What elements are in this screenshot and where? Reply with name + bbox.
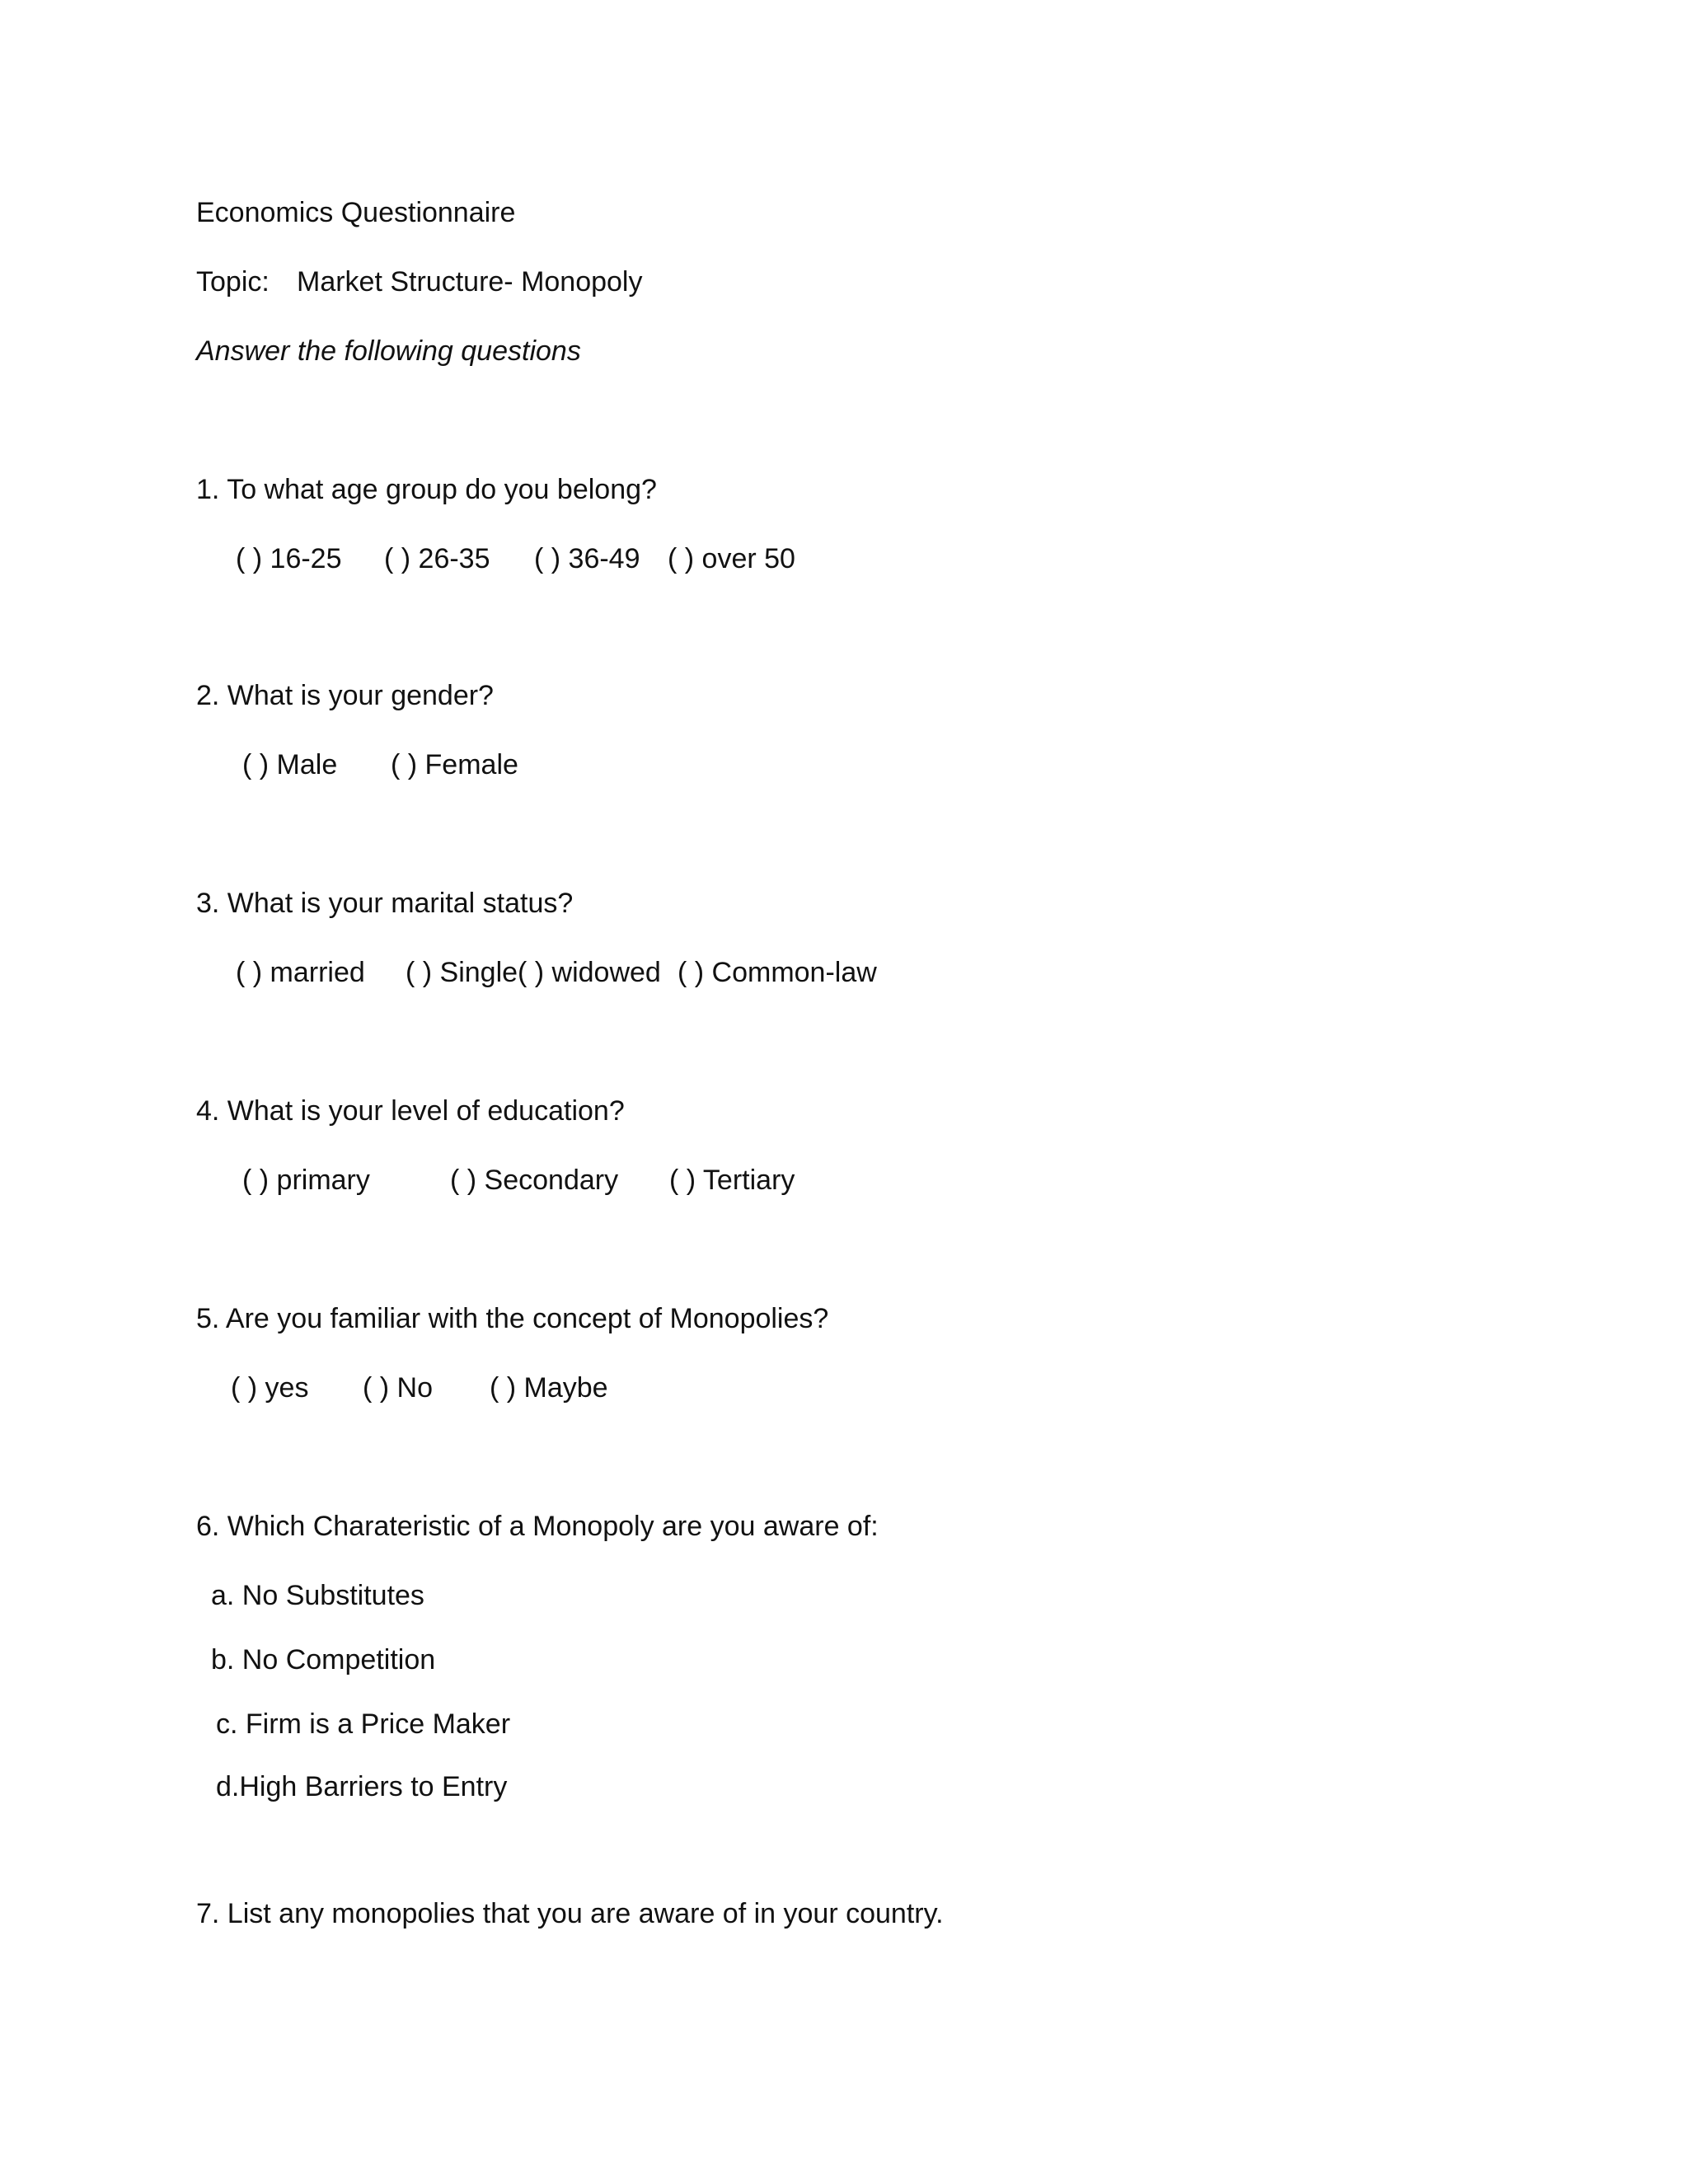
q3-option-common-law[interactable]: ( ) Common-law [678,957,877,988]
q5-option-no[interactable]: ( ) No [363,1372,433,1404]
question-3-text: 3. What is your marital status? [196,888,574,919]
question-6-text: 6. Which Charateristic of a Monopoly are you aware of: [196,1511,879,1542]
instructions: Answer the following questions [196,335,581,367]
q3-option-widowed[interactable]: ( ) widowed [518,957,661,988]
q1-option-26-35[interactable]: ( ) 26-35 [384,543,490,574]
question-1-text: 1. To what age group do you belong? [196,474,657,505]
q4-option-tertiary[interactable]: ( ) Tertiary [669,1165,795,1196]
question-4-text: 4. What is your level of education? [196,1095,625,1127]
question-7-text: 7. List any monopolies that you are aware of in your country. [196,1898,944,1929]
q3-option-single[interactable]: ( ) Single [406,957,518,988]
q5-option-yes[interactable]: ( ) yes [231,1372,309,1404]
q6-item-d[interactable]: d.High Barriers to Entry [216,1771,508,1802]
question-2-text: 2. What is your gender? [196,680,494,711]
q6-item-a[interactable]: a. No Substitutes [211,1580,424,1611]
question-5-text: 5. Are you familiar with the concept of Monopolies? [196,1303,829,1334]
q6-item-b[interactable]: b. No Competition [211,1644,436,1675]
q4-option-secondary[interactable]: ( ) Secondary [450,1165,619,1196]
q2-option-male[interactable]: ( ) Male [242,749,338,780]
q1-option-36-49[interactable]: ( ) 36-49 [534,543,640,574]
topic-label: Topic: [196,266,270,298]
q3-option-married[interactable]: ( ) married [236,957,365,988]
q6-item-c[interactable]: c. Firm is a Price Maker [216,1708,511,1740]
q1-option-16-25[interactable]: ( ) 16-25 [236,543,342,574]
topic-value: Market Structure- Monopoly [297,266,643,298]
q5-option-maybe[interactable]: ( ) Maybe [490,1372,608,1404]
q4-option-primary[interactable]: ( ) primary [242,1165,370,1196]
q2-option-female[interactable]: ( ) Female [391,749,518,780]
document-title: Economics Questionnaire [196,197,516,228]
q1-option-over-50[interactable]: ( ) over 50 [668,543,795,574]
